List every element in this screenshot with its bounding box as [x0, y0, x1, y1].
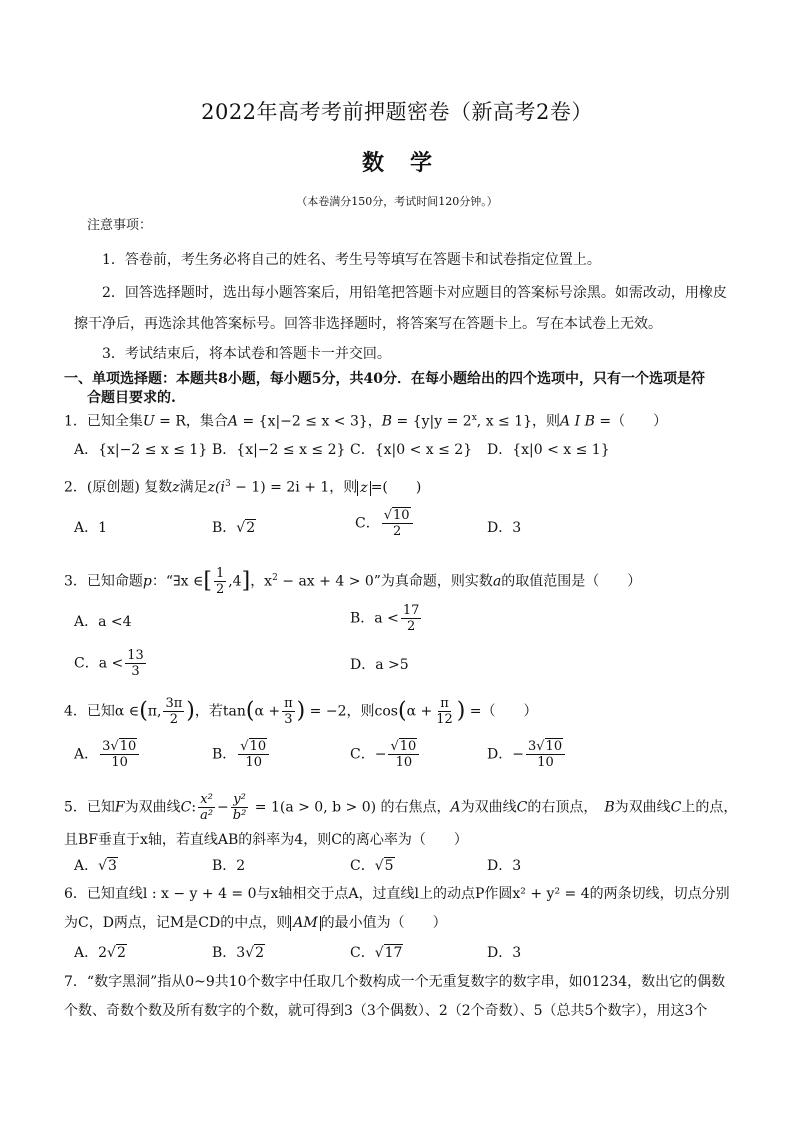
q4-option-c-numerator: √10 — [388, 739, 419, 755]
question-5-stem — [64, 792, 737, 823]
left-paren-icon: ( — [139, 698, 148, 724]
q3-option-c-numerator: 13 — [127, 648, 144, 663]
q3-interval-right: ,4 — [228, 573, 242, 590]
question-2-option-a: A．1 — [74, 520, 108, 536]
q3-option-c-fraction — [125, 648, 146, 679]
q4-option-c-label: C．− — [350, 746, 387, 763]
q5-var-c-3: C — [670, 799, 682, 816]
q3-option-b-denominator: 2 — [406, 619, 416, 634]
q1-exponent: x — [471, 413, 477, 423]
q4-option-d-label: D．− — [487, 746, 524, 763]
q5-fraction-y — [231, 792, 249, 823]
q4-text-a: 4．已知α ∈ — [64, 703, 140, 720]
instruction-item-1: 1．答卷前，考生务必将自己的姓名、考生号等填写在答题卡和试卷指定位置上。 — [102, 252, 601, 268]
q6-option-a-radicand: 2 — [116, 945, 126, 961]
q6-option-c-label: C． — [350, 945, 375, 961]
q6-text-a: 为C，D两点，记M是CD的中点，则 — [64, 915, 291, 931]
q4-option-b-radicand: 10 — [249, 739, 267, 754]
question-4-stem — [64, 696, 538, 727]
q2-option-c-numerator: √10 — [382, 508, 413, 524]
q4-fraction-3-denominator: 12 — [436, 712, 453, 727]
question-3-stem — [64, 566, 641, 597]
q4-tan-arg: α + — [254, 703, 281, 720]
q5-option-a-radicand: 3 — [108, 858, 117, 874]
q4-option-c-radicand: 10 — [399, 739, 417, 754]
q4-option-a-coef: 3 — [102, 739, 111, 754]
q4-option-d-denominator: 10 — [537, 755, 554, 770]
q4-fraction-3-numerator: π — [440, 696, 449, 711]
q4-option-b-numerator: √10 — [238, 739, 269, 755]
question-6-option-c — [350, 943, 403, 963]
q4-option-d-coef: 3 — [527, 739, 537, 754]
q3-blank: 的取值范围是（ ） — [501, 573, 642, 590]
q5-text-a: 5．已知 — [64, 799, 115, 816]
question-6-line-2 — [64, 913, 447, 933]
section-heading-rule-end: ，只有一个选项是符 — [578, 371, 705, 387]
section-heading — [64, 369, 705, 389]
sqrt-icon: √5 — [374, 858, 394, 874]
q2-expr-end: − 1) = 2i + 1，则 — [230, 479, 358, 496]
q3-option-c-label: C．a < — [74, 655, 124, 672]
left-bracket-icon: [ — [203, 568, 212, 594]
question-5-option-c — [350, 856, 395, 876]
sqrt-icon: √2 — [236, 520, 256, 536]
q5-text-e: 为双曲线 — [460, 799, 517, 816]
left-paren-icon: ( — [397, 698, 407, 724]
left-paren-icon: ( — [245, 698, 255, 724]
q2-exponent: 3 — [225, 479, 231, 489]
q5-fraction-x-numerator: x² — [200, 792, 213, 807]
instruction-item-3: 3．考试结束后，将本试卷和答题卡一并交回。 — [102, 346, 391, 362]
q3-option-b-fraction — [401, 603, 422, 634]
q3-interval-numerator: 1 — [215, 566, 225, 581]
question-2-option-b — [212, 518, 256, 538]
q4-option-c-denominator: 10 — [395, 755, 413, 770]
q5-text-f: 的右顶点， — [527, 799, 605, 816]
question-7-line-2: 个数、奇数个数及所有数字的个数，就可得到3（3个偶数）、2（2个奇数）、5（总共5个数字），用这3个 — [64, 1003, 708, 1019]
q4-fraction-2 — [282, 696, 295, 727]
q4-interval-left: π, — [147, 703, 162, 720]
q3-var-a: a — [492, 573, 502, 590]
question-1-option-d: D．{x|0 < x ≤ 1} — [487, 442, 610, 458]
sqrt-icon: √2 — [107, 945, 126, 961]
q3-interval-denominator: 2 — [215, 582, 225, 597]
q2-text-b: 满足 — [179, 479, 208, 496]
q1-var-a: A — [227, 413, 239, 430]
q4-option-a-fraction — [100, 739, 139, 770]
q1-intersection: A I B — [560, 413, 595, 430]
q2-option-b-label: B． — [212, 520, 237, 536]
q5-colon: : — [191, 799, 197, 816]
question-1-option-a: A．{x|−2 ≤ x ≤ 1} — [74, 442, 208, 458]
q2-option-c-denominator: 2 — [393, 524, 402, 539]
q5-var-a: A — [450, 799, 461, 816]
q2-option-c-label: C． — [355, 515, 380, 532]
q3-var-p: p — [142, 573, 152, 590]
q3-exponent: 2 — [272, 572, 278, 583]
question-4-option-d — [487, 739, 567, 770]
q2-text-a: 2．(原创题) 复数 — [64, 479, 173, 496]
q6-option-a-label: A．2 — [74, 945, 108, 961]
q3-text-d: − ax + 4 > 0”为真命题，则实数 — [277, 573, 493, 590]
q3-text-c: ，x — [250, 573, 273, 590]
question-1-stem — [64, 408, 667, 432]
section-heading-rule: 本题共8小题，每小题5分，共40分．在每小题给出的 — [176, 371, 509, 387]
question-5-option-d: D．3 — [487, 858, 522, 874]
q6-option-b-label: B．3 — [212, 945, 246, 961]
q1-set-a: = {x|−2 ≤ x < 3}， — [238, 413, 382, 430]
q4-blank: =（ ） — [465, 703, 538, 720]
q4-option-a-numerator: 3√10 — [100, 739, 139, 755]
sqrt-icon: √2 — [245, 945, 265, 961]
q1-set-b: = {y|y = 2 — [392, 413, 472, 430]
question-6-option-d: D．3 — [487, 945, 522, 961]
q5-fraction-y-denominator: b² — [232, 808, 247, 823]
q4-text-e: = −2，则cos — [305, 703, 398, 720]
q5-var-f: F — [114, 799, 125, 816]
q5-text-h: 上的点， — [681, 799, 738, 816]
question-3-option-b — [350, 603, 423, 634]
section-heading-line2: 合题目要求的. — [87, 390, 176, 406]
q5-fraction-x — [198, 792, 215, 823]
q3-option-c-denominator: 3 — [131, 664, 140, 679]
q4-fraction-2-denominator: 3 — [284, 712, 293, 727]
q5-option-c-label: C． — [350, 858, 375, 874]
q1-var-u: U — [142, 413, 155, 430]
subject-title: 数学 — [361, 150, 458, 176]
right-paren-icon: ) — [296, 698, 306, 724]
exam-title: 2022年高考考前押题密卷（新高考2卷） — [201, 100, 593, 124]
q3-text-a: 3．已知命题 — [64, 573, 143, 590]
q1-blank: =（ ） — [594, 413, 668, 430]
q6-text-b: 的最小值为（ ） — [320, 915, 447, 931]
question-3-option-d: D．a >5 — [350, 657, 409, 673]
question-3-option-c — [74, 648, 148, 679]
exam-note: （本卷满分150分，考试时间120分钟。） — [296, 195, 498, 208]
q2-abs-z: z — [357, 481, 370, 496]
question-5-line-2: 且BF垂直于x轴，若直线AB的斜率为4，则C的离心率为（ ） — [64, 832, 468, 848]
q4-option-d-numerator: 3√10 — [526, 739, 565, 755]
question-5-option-a — [74, 856, 118, 876]
question-7-line-1: 7．“数字黑洞”指从0~9共10个数字中任取几个数构成一个无重复数字的数字串，如01234，数出它的偶数 — [64, 974, 726, 990]
q4-option-b-label: B． — [212, 746, 237, 763]
question-2-option-c — [355, 508, 415, 539]
question-4-option-c — [350, 739, 421, 770]
q2-var-z: z — [172, 479, 180, 496]
q1-var-b: B — [381, 413, 393, 430]
q4-option-d-fraction — [526, 739, 565, 770]
q3-interval-fraction — [214, 566, 226, 597]
right-paren-icon: ) — [456, 698, 466, 724]
q4-option-d-radicand: 10 — [545, 739, 563, 754]
question-1-option-c: C．{x|0 < x ≤ 2} — [350, 442, 473, 458]
question-5-option-b: B．2 — [212, 858, 246, 874]
q5-text-b: 为双曲线 — [124, 799, 181, 816]
q4-fraction-1-denominator: 2 — [169, 712, 178, 727]
q5-var-b: B — [604, 799, 615, 816]
sqrt-icon: √17 — [374, 945, 403, 961]
q5-fraction-y-numerator: y² — [233, 792, 246, 807]
question-6-option-a — [74, 943, 127, 963]
q3-text-b: ：“∃x ∈ — [151, 573, 204, 590]
q4-cos-arg: α + — [406, 703, 433, 720]
q5-var-c: C — [180, 799, 192, 816]
q4-text-c: ，若tan — [194, 703, 246, 720]
section-heading-emphasis: 四个选项中 — [508, 371, 579, 387]
q4-option-c-fraction — [388, 739, 419, 770]
q3-option-b-numerator: 17 — [402, 603, 420, 618]
q5-option-a-label: A． — [74, 858, 99, 874]
question-2-stem — [64, 474, 421, 498]
q4-fraction-1 — [163, 696, 184, 727]
q5-text-d: = 1(a > 0, b > 0) 的右焦点， — [250, 799, 451, 816]
q4-option-a-radicand: 10 — [119, 739, 137, 754]
right-bracket-icon: ] — [241, 568, 251, 594]
instruction-item-2: 2．回答选择题时，选出每小题答案后，用铅笔把答题卡对应题目的答案标号涂黑。如需改动，用橡皮 — [102, 285, 727, 301]
q2-option-c-radicand: 10 — [393, 508, 410, 523]
question-2-option-d: D．3 — [487, 520, 522, 536]
instructions-heading: 注意事项： — [87, 218, 153, 233]
q1-set-b-end: , x ≤ 1}，则 — [476, 413, 561, 430]
right-paren-icon: ) — [186, 698, 195, 724]
q4-fraction-2-numerator: π — [284, 696, 293, 711]
q5-text-g: 为双曲线 — [614, 799, 671, 816]
q5-fraction-x-denominator: a² — [200, 808, 214, 823]
question-4-option-b — [212, 739, 271, 770]
section-heading-label: 一、单项选择题： — [64, 371, 176, 387]
q6-option-b-radicand: 2 — [255, 945, 265, 961]
sqrt-icon: √3 — [98, 858, 117, 874]
instruction-item-2-cont: 擦干净后，再选涂其他答案标号。回答非选择题时，将答案写在答题卡上。写在本试卷上无效。 — [74, 316, 662, 332]
question-4-option-a — [74, 739, 141, 770]
q4-fraction-1-numerator: 3π — [165, 696, 183, 711]
q4-option-a-denominator: 10 — [111, 755, 128, 770]
q4-option-b-denominator: 10 — [245, 755, 262, 770]
q6-abs-am: AM — [290, 916, 320, 931]
q2-option-c-fraction — [382, 508, 413, 539]
q2-option-b-radicand: 2 — [246, 520, 256, 536]
question-6-line-1: 6．已知直线l : x − y + 4 = 0与x轴相交于点A，过直线l上的动点P作圆x² + y² = 4的两条切线，切点分别 — [64, 886, 730, 902]
q1-text-c: = R，集合 — [154, 413, 228, 430]
q5-option-c-radicand: 5 — [384, 858, 394, 874]
q1-text-a: 1．已知全集 — [64, 413, 143, 430]
question-6-option-b — [212, 943, 265, 963]
question-3-option-a: A．a <4 — [74, 614, 132, 630]
q4-option-a-label: A． — [74, 746, 99, 763]
q5-minus: − — [217, 799, 229, 816]
q6-option-c-radicand: 17 — [384, 945, 403, 961]
q4-option-b-fraction — [238, 739, 269, 770]
q2-blank: =( ) — [370, 479, 422, 496]
q4-fraction-3 — [434, 696, 455, 727]
q3-option-b-label: B．a < — [350, 610, 399, 627]
q5-var-c-2: C — [516, 799, 528, 816]
question-1-option-b: B．{x|−2 ≤ x ≤ 2} — [212, 442, 346, 458]
q2-expr: z(i — [207, 479, 225, 496]
